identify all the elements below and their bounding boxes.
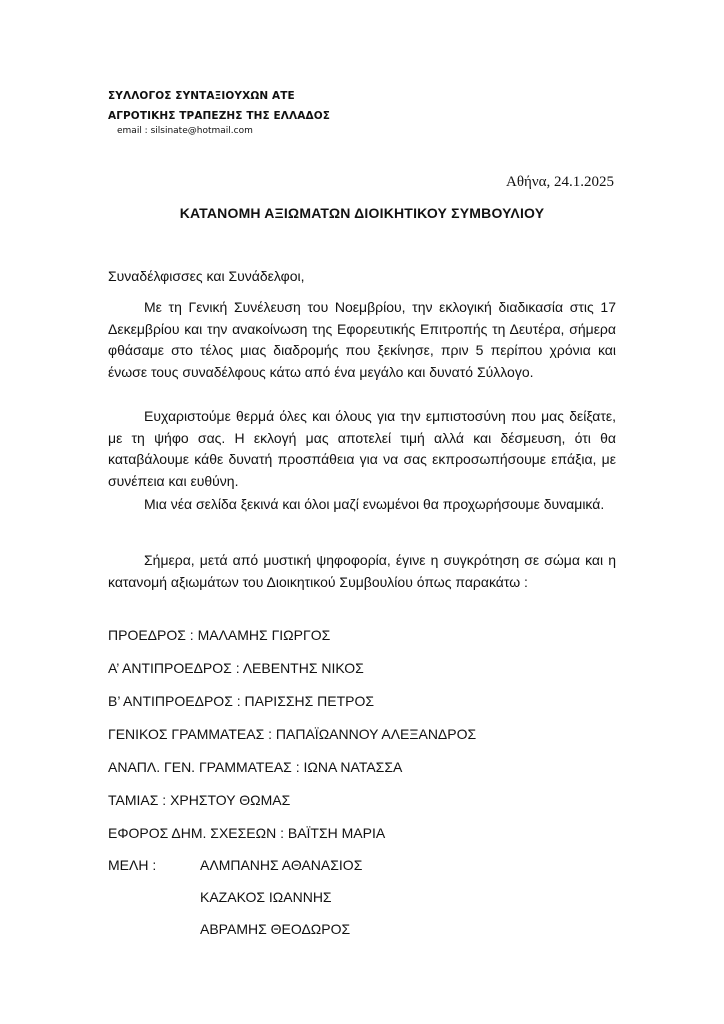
org-name-line2: ΑΓΡΟΤΙΚΗΣ ΤΡΑΠΕΖΗΣ ΤΗΣ ΕΛΛΑΔΟΣ bbox=[108, 110, 330, 122]
member-name: ΚΑΖΑΚΟΣ ΙΩΑΝΝΗΣ bbox=[200, 889, 332, 905]
role-president: ΠΡΟΕΔΡΟΣ : ΜΑΛΑΜΗΣ ΓΙΩΡΓΟΣ bbox=[108, 627, 331, 643]
role-general-secretary: ΓΕΝΙΚΟΣ ΓΡΑΜΜΑΤΕΑΣ : ΠΑΠΑΪΩΑΝΝΟΥ ΑΛΕΞΑΝΔΡΟΣ bbox=[108, 726, 477, 742]
org-email: email : silsinate@hotmail.com bbox=[117, 126, 253, 136]
paragraph-2: Ευχαριστούμε θερμά όλες και όλους για την εμπιστοσύνη που μας δείξατε, με τη ψήφο σας. Η εκλογή μας αποτελεί τιμή αλλά και δέσμευση, ότι θα καταβάλουμε κάθε δυνατή προσπάθεια για να σας εκπροσωπήσουμε επάξια, με συνέπεια και ευθύνη. bbox=[108, 408, 616, 489]
paragraph-1: Με τη Γενική Συνέλευση του Νοεμβρίου, την εκλογική διαδικασία στις 17 Δεκεμβρίου και την ανακοίνωση της Εφορευτικής Επιτροπής τη Δευτέρα, σήμερα φθάσαμε στο τέλος μιας διαδρομής που ξεκίνησε, πριν 5 περίπου χρόνια και ένωσε τους συναδέλφους κάτω από ένα μεγάλο και δυνατό Σύλλογο. bbox=[108, 299, 616, 380]
role-vice-president-a: Α’ ΑΝΤΙΠΡΟΕΔΡΟΣ : ΛΕΒΕΝΤΗΣ ΝΙΚΟΣ bbox=[108, 660, 364, 676]
paragraph-3: Μια νέα σελίδα ξεκινά και όλοι μαζί ενωμένοι θα προχωρήσουμε δυναμικά. bbox=[144, 496, 605, 512]
role-vice-president-b: Β’ ΑΝΤΙΠΡΟΕΔΡΟΣ : ΠΑΡΙΣΣΗΣ ΠΕΤΡΟΣ bbox=[108, 693, 375, 709]
greeting: Συναδέλφισσες και Συνάδελφοι, bbox=[108, 268, 305, 284]
role-public-relations: ΕΦΟΡΟΣ ΔΗΜ. ΣΧΕΣΕΩΝ : ΒΑΪΤΣΗ ΜΑΡΙΑ bbox=[108, 825, 386, 841]
document-date: Αθήνα, 24.1.2025 bbox=[505, 174, 614, 190]
role-deputy-general-secretary: ΑΝΑΠΛ. ΓΕΝ. ΓΡΑΜΜΑΤΕΑΣ : ΙΩΝΑ ΝΑΤΑΣΣΑ bbox=[108, 759, 403, 775]
role-treasurer: ΤΑΜΙΑΣ : ΧΡΗΣΤΟΥ ΘΩΜΑΣ bbox=[108, 792, 291, 808]
member-name: ΑΒΡΑΜΗΣ ΘΕΟΔΩΡΟΣ bbox=[200, 921, 351, 937]
member-name: ΑΛΜΠΑΝΗΣ ΑΘΑΝΑΣΙΟΣ bbox=[200, 857, 363, 873]
paragraph-4: Σήμερα, μετά από μυστική ψηφοφορία, έγινε η συγκρότηση σε σώμα και η κατανομή αξιωμάτων του Διοικητικού Συμβουλίου όπως παρακάτω : bbox=[108, 552, 616, 590]
organization-header bbox=[108, 86, 330, 126]
document-title: ΚΑΤΑΝΟΜΗ ΑΞΙΩΜΑΤΩΝ ΔΙΟΙΚΗΤΙΚΟΥ ΣΥΜΒΟΥΛΙΟΥ bbox=[179, 205, 545, 221]
org-name-line1: ΣΥΛΛΟΓΟΣ ΣΥΝΤΑΞΙΟΥΧΩΝ ΑΤΕ bbox=[108, 90, 295, 102]
members-label: ΜΕΛΗ : bbox=[108, 857, 157, 873]
